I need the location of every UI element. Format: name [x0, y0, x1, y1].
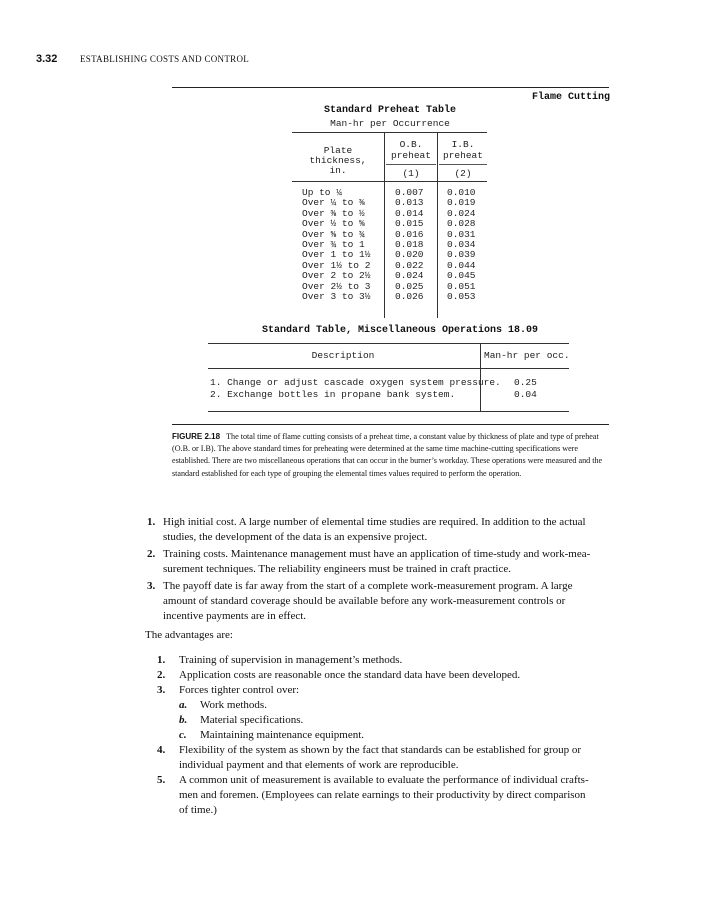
list-item-line: Application costs are reasonable once the standard data have been developed. [179, 669, 521, 681]
sub-item-letter: c. [179, 729, 187, 741]
preheat-table-title: Standard Preheat Table [323, 105, 457, 116]
col-ib-header [439, 140, 487, 161]
preheat-thickness-cell: Over ¼ to ⅜ [302, 197, 365, 209]
list-item-number: 1. [147, 516, 156, 528]
list-item-number: 2. [147, 548, 156, 560]
list-item-line: studies, the development of the data is an expensive project. [163, 531, 428, 543]
preheat-ob-cell: 0.018 [395, 239, 424, 250]
preheat-thickness-cell: Over 1 to 1½ [302, 249, 371, 261]
preheat-ob-cell: 0.020 [395, 249, 424, 261]
list-item-number: 3. [147, 580, 156, 592]
misc-table-title: Standard Table, Miscellaneous Operations 18.09 [262, 325, 539, 336]
preheat-ib-cell: 0.044 [447, 259, 476, 271]
preheat-ib-cell: 0.010 [447, 187, 476, 198]
col-thickness-header [294, 146, 382, 176]
misc-col-description: Description [311, 350, 375, 361]
col-ob-num-rule [386, 164, 436, 165]
list-item-line: amount of standard coverage should be available before any work-measurement controls or [163, 595, 566, 607]
preheat-header-bottom-rule [292, 181, 487, 182]
misc-value-cell: 0.25 [514, 377, 537, 388]
list-item-line: individual payment and that elements of work are reproducible. [179, 759, 459, 771]
figure-caption [172, 431, 612, 480]
col-ib-number: (2) [454, 168, 472, 179]
list-item-line: Training costs. Maintenance management must have an application of time-study and work-mea- [163, 548, 591, 560]
preheat-table-subtitle: Man-hr per Occurrence [330, 118, 450, 129]
page-number: 3.32 [36, 53, 58, 65]
preheat-ib-cell: 0.051 [447, 280, 476, 292]
misc-value-cell: 0.04 [514, 388, 537, 400]
list-item-number: 3. [157, 684, 166, 696]
preheat-ib-cell: 0.031 [447, 228, 476, 240]
caption-label: FIGURE 2.18 [172, 432, 221, 441]
list-item-line: incentive payments are in effect. [163, 610, 307, 622]
preheat-ob-cell: 0.007 [395, 187, 424, 198]
misc-table-top-rule [208, 343, 569, 344]
preheat-ib-cell: 0.045 [447, 270, 476, 282]
figure-top-rule [172, 87, 609, 88]
preheat-ob-cell: 0.013 [395, 197, 424, 209]
caption-text: The total time of flame cutting consists of a preheat time, a constant value by thickness of plate and type of preheat (O.B. or I.B). The above standard times for preheating were determined at the same time machine-cutting specifications were established. There are two miscellaneous operations that can occur in the burner’s workday. These operations were measured and the standard established for each type of grouping the elemental times values required to perform the operation. [172, 432, 603, 478]
preheat-ib-cell: 0.019 [447, 197, 476, 209]
misc-col-manhr: Man-hr per occ. [484, 350, 570, 361]
preheat-header-top-rule [292, 132, 487, 133]
col-ib-line2: preheat [443, 149, 483, 161]
sub-item-letter: a. [179, 699, 188, 711]
list-item-number: 4. [157, 744, 166, 756]
col-ob-line2: preheat [391, 149, 431, 161]
list-item-line: Flexibility of the system as shown by the fact that standards can be established for group or [179, 744, 582, 756]
preheat-col-divider-2 [437, 132, 438, 318]
col-thickness-line1: Plate thickness, [309, 145, 367, 166]
list-item-line: surement techniques. The reliability engineers must be trained in craft practice. [163, 563, 511, 575]
sub-item-letter: b. [179, 714, 188, 726]
list-item-line: Forces tighter control over: [179, 684, 300, 696]
preheat-ib-cell: 0.028 [447, 218, 476, 230]
preheat-ob-cell: 0.016 [395, 228, 424, 240]
preheat-ob-cell: 0.025 [395, 280, 424, 292]
preheat-thickness-cell: Over 2 to 2½ [302, 270, 371, 282]
preheat-thickness-cell: Over 1½ to 2 [302, 259, 371, 271]
list-item-line: A common unit of measurement is available to evaluate the performance of individual crafts- [179, 774, 589, 786]
list-item-line: The payoff date is far away from the start of a complete work-measurement program. A large [163, 580, 573, 592]
sub-item-text: Material specifications. [200, 714, 304, 726]
preheat-ib-cell: 0.024 [447, 207, 476, 219]
preheat-col-divider-1 [384, 132, 385, 318]
running-title: ESTABLISHING COSTS AND CONTROL [80, 54, 250, 64]
misc-table-header-rule [208, 368, 569, 369]
list-item-number: 2. [157, 669, 166, 681]
preheat-ib-cell: 0.039 [447, 249, 476, 261]
misc-description-cell: 1. Change or adjust cascade oxygen system pressure. [210, 377, 501, 388]
col-ob-number: (1) [402, 168, 420, 179]
preheat-ib-cell: 0.053 [447, 291, 476, 302]
misc-description-cell: 2. Exchange bottles in propane bank system. [210, 388, 456, 400]
col-ob-line1: O.B. [399, 139, 423, 150]
sub-item-text: Maintaining maintenance equipment. [200, 729, 365, 741]
preheat-thickness-cell: Over ⅝ to ¾ [302, 228, 365, 240]
col-ib-line1: I.B. [451, 139, 475, 150]
preheat-ob-cell: 0.026 [395, 291, 424, 302]
preheat-thickness-cell: Over 2½ to 3 [302, 280, 371, 292]
preheat-thickness-cell: Over 3 to 3½ [302, 291, 371, 302]
preheat-ob-cell: 0.014 [395, 207, 424, 219]
preheat-ib-cell: 0.034 [447, 239, 476, 250]
section-title: Flame Cutting [531, 92, 610, 103]
list-item-line: High initial cost. A large number of elemental time studies are required. In addition to the actual [163, 516, 586, 528]
preheat-ob-cell: 0.015 [395, 218, 424, 230]
col-thickness-line2: in. [329, 165, 347, 176]
list-item-number: 5. [157, 774, 166, 786]
advantages-intro: The advantages are: [145, 629, 233, 641]
list-item-line: men and foremen. (Employees can relate earnings to their productivity by direct comparison [179, 789, 586, 801]
col-ob-header [386, 140, 436, 161]
list-item-line: Training of supervision in management’s methods. [179, 654, 403, 666]
preheat-thickness-cell: Up to ¼ [302, 187, 342, 198]
list-item-number: 1. [157, 654, 166, 666]
preheat-ob-cell: 0.022 [395, 259, 424, 271]
preheat-thickness-cell: Over ⅜ to ½ [302, 207, 365, 219]
preheat-ob-cell: 0.024 [395, 270, 424, 282]
misc-table-bottom-rule [208, 411, 569, 412]
figure-bottom-rule [172, 424, 609, 425]
list-item-line: of time.) [179, 804, 217, 816]
sub-item-text: Work methods. [200, 699, 267, 711]
col-ib-num-rule [439, 164, 487, 165]
preheat-thickness-cell: Over ¾ to 1 [302, 239, 365, 250]
preheat-thickness-cell: Over ½ to ⅝ [302, 218, 365, 230]
